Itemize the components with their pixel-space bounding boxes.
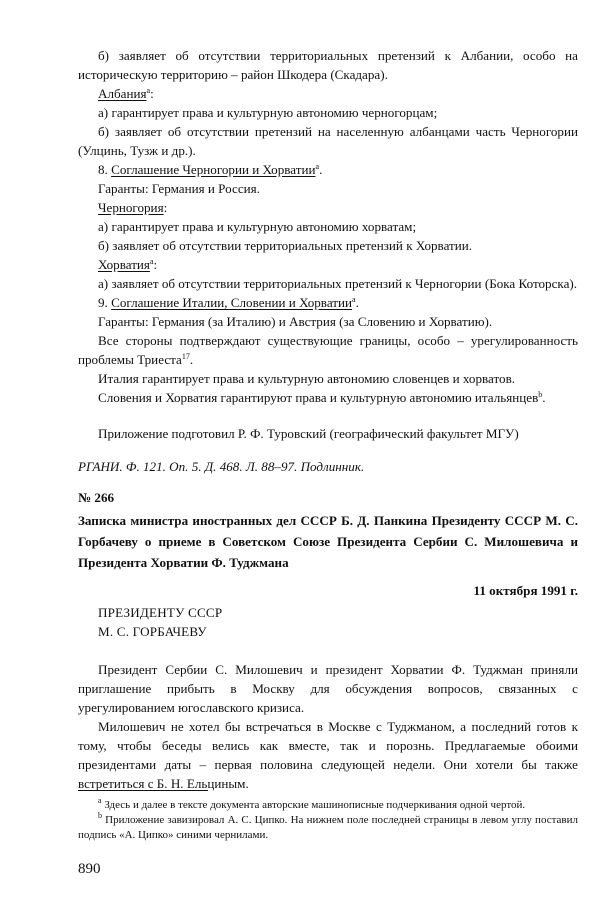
paragraph: а) гарантирует права и культурную автономию черногорцам;: [98, 105, 438, 120]
document-date: 11 октября 1991 г.: [473, 583, 578, 598]
paragraph-text: Все стороны подтверждают существующие границы, особо – урегулированность проблемы Триеста: [78, 333, 578, 367]
footnotes: [78, 790, 578, 843]
document-title: Записка министра иностранных дел СССР Б. Д. Панкина Президенту СССР М. С. Горбачеву о приеме в Советском Союзе Президента Сербии С. Милошевича и Президента Хорватии Ф. Туджмана: [78, 513, 578, 570]
agreement-item-8: [78, 160, 578, 179]
page-number: 890: [78, 861, 101, 877]
footnote-b: [78, 813, 578, 843]
body-paragraph: Милошевич не хотел бы встречаться в Москве с Туджманом, а последний готов к тому, чтобы беседы велись как вместе, так и порознь. Предлагаемые обоими президентами даты – первая половина следующей недели. Они хотели бы также встретиться с Б. Н. Ельциным.: [78, 719, 578, 791]
paragraph: а) заявляет об отсутствии территориальных претензий к Черногории (Бока Которска).: [98, 276, 578, 291]
paragraph: б) заявляет об отсутствии претензий на населенную албанцами часть Черногории (Улцинь, Тузж и др.).: [78, 124, 578, 158]
footnote-ref: a: [315, 162, 320, 171]
footnote-text: Приложение завизировал А. С. Ципко. На нижнем поле последней страницы в левом углу поставил подпись «А. Ципко» синими чернилами.: [78, 814, 578, 841]
footnote-text: Здесь и далее в тексте документа авторские машинописные подчеркивания одной чертой.: [104, 799, 526, 811]
footnote-mark: b: [98, 811, 102, 820]
item-suffix: .: [319, 162, 323, 177]
footnote-divider: [78, 790, 208, 791]
paragraph: Гаранты: Германия и Россия.: [98, 181, 260, 196]
body-paragraph: Президент Сербии С. Милошевич и президент Хорватии Ф. Туджман приняли приглашение прибыть в Москву для обсуждения вопросов, связанных с урегулированием югославского кризиса.: [78, 662, 578, 715]
paragraph: Гаранты: Германия (за Италию) и Австрия (за Словению и Хорватию).: [98, 314, 493, 329]
paragraph: б) заявляет об отсутствии территориальных претензий к Албании, особо на историческую территорию – район Шкодера (Скадара).: [78, 48, 578, 82]
paragraph: б) заявляет об отсутствии территориальных претензий к Хорватии.: [98, 238, 473, 253]
footnote-a: [78, 798, 578, 813]
item-title: Соглашение Италии, Словении и Хорватии: [111, 295, 353, 310]
addressee-line: ПРЕЗИДЕНТУ СССР: [98, 605, 223, 620]
appendix-continuation: [78, 46, 578, 476]
footnote-mark: a: [98, 796, 102, 805]
footnote-ref: a: [146, 86, 151, 95]
archive-reference: РГАНИ. Ф. 121. Оп. 5. Д. 468. Л. 88–97. Подлинник.: [78, 459, 365, 474]
heading-text: Хорватия: [98, 257, 150, 272]
prepared-by: Приложение подготовил Р. Ф. Туровский (географический факультет МГУ): [98, 426, 519, 441]
heading-text: Черногория: [98, 200, 164, 215]
addressee-line: М. С. ГОРБАЧЕВУ: [98, 624, 207, 639]
item-number: 8.: [98, 162, 112, 177]
item-number: 9.: [98, 295, 112, 310]
paragraph: а) гарантирует права и культурную автономию хорватам;: [98, 219, 417, 234]
item-title: Соглашение Черногории и Хорватии: [111, 162, 316, 177]
footnote-ref: b: [538, 390, 543, 399]
paragraph: Словения и Хорватия гарантируют права и культурную автономию итальянцев$^b$.: [98, 390, 546, 405]
footnote-ref: a: [352, 295, 356, 304]
section-heading-croatia: Хорватия$^a$:: [98, 257, 158, 272]
paragraph: Италия гарантирует права и культурную автономию словенцев и хорватов.: [98, 371, 516, 386]
document-266: [78, 488, 578, 793]
agreement-item-9: [78, 293, 578, 312]
item-suffix: .: [355, 295, 359, 310]
paragraph: Все стороны подтверждают существующие границы, особо – урегулированность проблемы Триеста$^{17}$.: [78, 333, 578, 367]
heading-text: Албания: [98, 86, 147, 101]
addressee-block: [78, 603, 578, 641]
document-number: № 266: [78, 490, 115, 505]
paragraph-text: Словения и Хорватия гарантируют права и культурную автономию итальянцев: [98, 390, 539, 405]
footnote-ref: 17: [181, 352, 190, 361]
footnote-ref: a: [149, 257, 154, 266]
section-heading-albania: Албания$^a$:: [98, 86, 154, 101]
section-heading-montenegro: Черногория:: [98, 200, 168, 215]
